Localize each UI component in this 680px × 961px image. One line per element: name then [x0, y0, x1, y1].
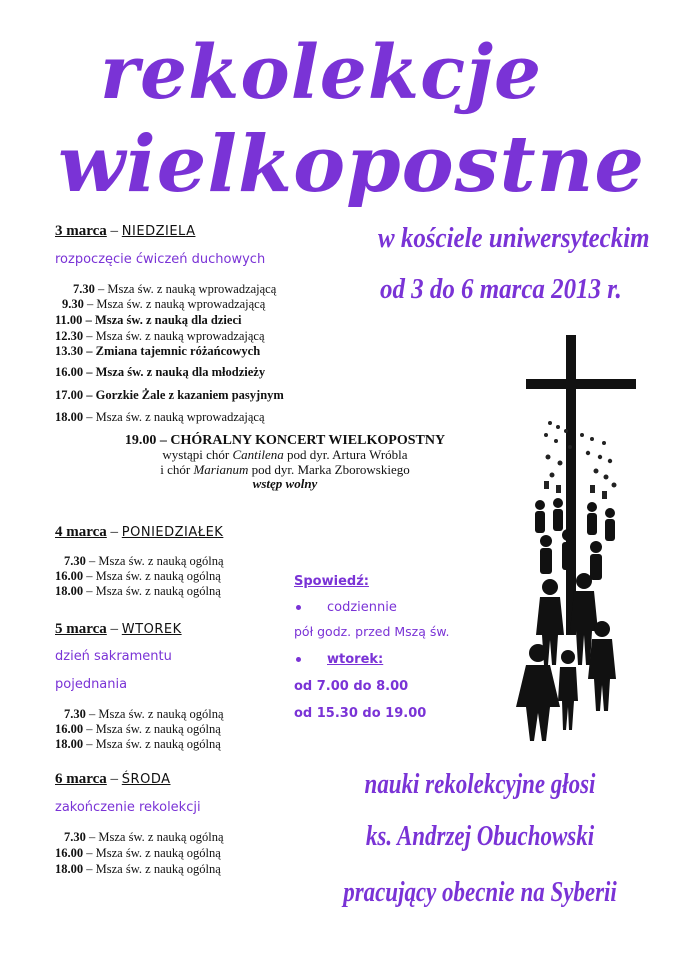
schedule-entry: 16.00 – Msza św. z nauką ogólną: [55, 722, 221, 736]
preacher-name: ks. Andrzej Obuchowski: [365, 821, 595, 852]
day-note: zakończenie rekolekcji: [55, 800, 201, 815]
bullet-icon: [296, 657, 301, 662]
schedule-entry: 9.30 – Msza św. z nauką wprowadzającą: [62, 297, 266, 311]
schedule-entry: 12.30 – Msza św. z nauką wprowadzającą: [55, 329, 265, 343]
schedule-entry: 16.00 – Msza św. z nauką dla młodzieży: [55, 365, 266, 379]
schedule-entry: 7.30 – Msza św. z nauką ogólną: [64, 830, 224, 844]
schedule-entry: 18.00 – Msza św. z nauką ogólną: [55, 862, 221, 876]
schedule-entry: 7.30 – Msza św. z nauką ogólną: [64, 707, 224, 721]
day-heading-4-marca: 4 marca – PONIEDZIAŁEK: [55, 524, 224, 540]
confession-hours-1: od 7.00 do 8.00: [294, 679, 409, 694]
procession-distant: [544, 421, 617, 499]
title-line-2: wielkopostne: [58, 119, 645, 210]
confession-item-1: codziennie: [296, 601, 397, 614]
cross-procession-illustration: [510, 335, 660, 745]
day-note: rozpoczęcie ćwiczeń duchowych: [55, 252, 266, 267]
schedule-entry: 7.30 – Msza św. z nauką ogólną: [64, 554, 224, 568]
schedule-entry: 18.00 – Msza św. z nauką wprowadzającą: [55, 410, 265, 424]
concert-block: [40, 433, 530, 491]
title-line-1: rekolekcje: [100, 30, 543, 116]
schedule-entry: 16.00 – Msza św. z nauką ogólną: [55, 569, 221, 583]
schedule-entry: 13.30 – Zmiana tajemnic różańcowych: [55, 344, 261, 358]
subtitle-dates: od 3 do 6 marca 2013 r.: [380, 273, 622, 305]
cross-horizontal: [526, 379, 636, 389]
day-note: pojednania: [55, 677, 128, 692]
schedule-entry: 16.00 – Msza św. z nauką ogólną: [55, 846, 221, 860]
day-heading-5-marca: 5 marca – WTOREK: [55, 621, 182, 637]
schedule-entry: 18.00 – Msza św. z nauką ogólną: [55, 737, 221, 751]
concert-line-1: wystąpi chór Cantilena pod dyr. Artura Wróbla: [162, 447, 408, 463]
confession-heading: Spowiedź:: [294, 574, 369, 589]
concert-admission: wstęp wolny: [252, 475, 318, 491]
confession-item-2: wtorek:: [296, 653, 383, 666]
schedule-entry: 11.00 – Msza św. z nauką dla dzieci: [55, 313, 242, 327]
preacher-line-3: pracujący obecnie na Syberii: [343, 877, 617, 908]
schedule-entry: 18.00 – Msza św. z nauką ogólną: [55, 584, 221, 598]
schedule-entry: 17.00 – Gorzkie Żale z kazaniem pasyjnym: [55, 388, 284, 402]
bullet-icon: [296, 605, 301, 610]
concert-heading: 19.00 – CHÓRALNY KONCERT WIELKOPOSTNY: [124, 433, 446, 448]
preacher-line-1: nauki rekolekcyjne głosi: [364, 769, 596, 800]
confession-hours-2: od 15.30 do 19.00: [294, 706, 427, 721]
subtitle-location: w kościele uniwersyteckim: [378, 222, 650, 254]
concert-line-2: i chór Marianum pod dyr. Marka Zborowskiego: [160, 461, 410, 477]
schedule-entry: 7.30 – Msza św. z nauką wprowadzającą: [73, 282, 277, 296]
day-heading-6-marca: 6 marca – ŚRODA: [55, 771, 171, 787]
confession-item-1-detail: pół godz. przed Mszą św.: [294, 624, 450, 639]
day-note: dzień sakramentu: [55, 649, 172, 664]
day-heading-3-marca: 3 marca – NIEDZIELA: [55, 223, 196, 239]
